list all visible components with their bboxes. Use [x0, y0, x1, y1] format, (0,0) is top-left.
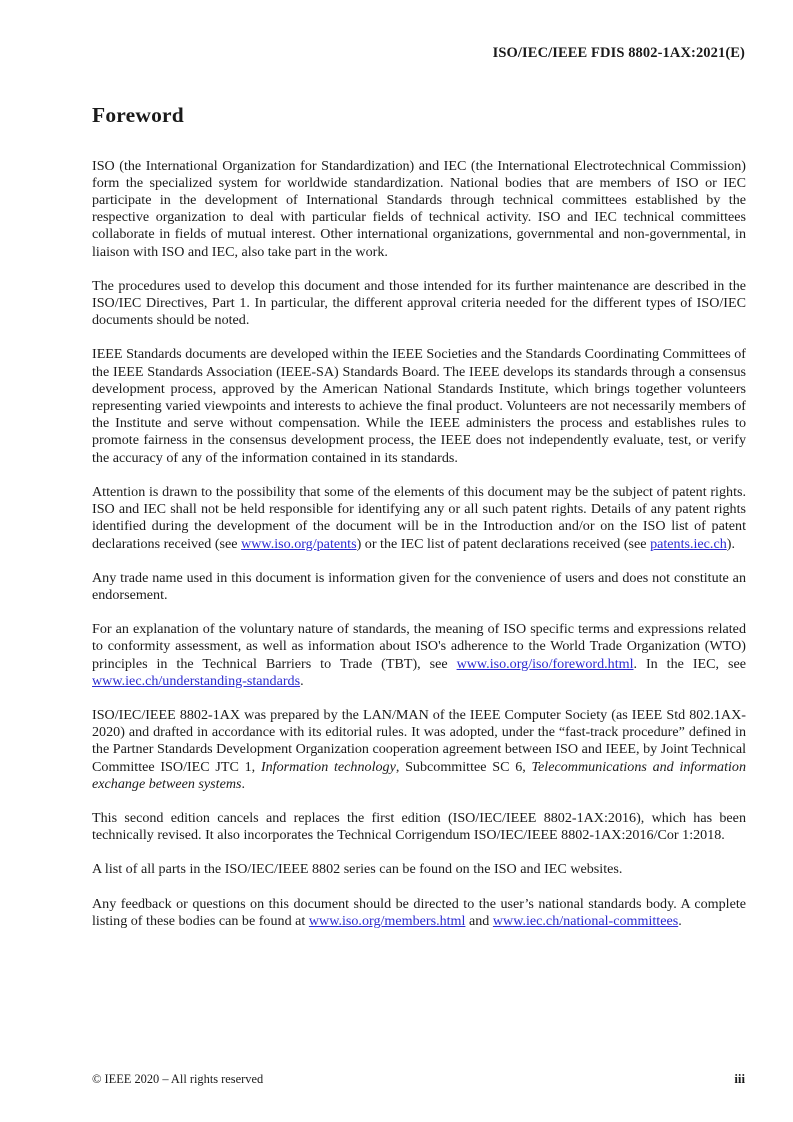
link-iso-patents[interactable]: www.iso.org/patents	[241, 535, 357, 552]
paragraph-ieee-standards-development	[92, 346, 746, 466]
paragraph-text-segment: Any feedback or questions on this document should be directed to the user’s national standards body. A complete listing of these bodies can be found at	[92, 895, 746, 929]
page-title: Foreword	[92, 103, 184, 127]
paragraph-text-segment: ).	[726, 535, 735, 552]
paragraph-text-segment: .	[241, 775, 246, 792]
paragraph-text-segment: and	[465, 912, 493, 929]
page-number: iii	[734, 1072, 745, 1086]
paragraph-text: IEEE Standards documents are developed within the IEEE Societies and the Standards Coordinating Committees of the IEEE Standards Association (IEEE-SA) Standards Board. The IEEE develops its standards through a consensus development process, approved by the American National Standards Institute, which brings together volunteers representing varied viewpoints and interests to achieve the final product. Volunteers are not necessarily members of the Institute and serve without compensation. While the IEEE administers the process and establishes rules to promote fairness in the consensus development process, the IEEE does not independently evaluate, test, or verify the accuracy of any of the information contained in its standards.	[92, 346, 746, 466]
paragraph-text: A list of all parts in the ISO/IEC/IEEE 8802 series can be found on the ISO and IEC websites.	[92, 861, 623, 878]
link-iec-national-committees[interactable]: www.iec.ch/national-committees	[492, 912, 679, 929]
paragraph-text-segment: . In the IEC, see	[633, 655, 746, 672]
page-footer	[92, 1072, 745, 1087]
paragraph-trade-name	[92, 570, 746, 604]
italic-title-information-technology: Information technology	[260, 758, 396, 775]
link-patents-iec-ch[interactable]: patents.iec.ch	[650, 535, 727, 552]
paragraph-text-segment: .	[300, 672, 304, 689]
paragraph-text: The procedures used to develop this document and those intended for its further maintenance are described in the ISO/IEC Directives, Part 1. In particular, the different approval criteria needed for the different types of ISO/IEC documents should be noted.	[92, 277, 746, 329]
paragraph-feedback	[92, 896, 746, 930]
link-iso-members[interactable]: www.iso.org/members.html	[308, 912, 466, 929]
paragraph-text: ISO (the International Organization for Standardization) and IEC (the International Electrotechnical Commission) form the specialized system for worldwide standardization. National bodies that are members of ISO or IEC participate in the development of International Standards through technical committees established by the respective organization to deal with particular fields of technical activity. ISO and IEC technical committees collaborate in fields of mutual interest. Other international organizations, governmental and non-governmental, in liaison with ISO and IEC, also take part in the work.	[92, 157, 746, 260]
paragraph-text-segment: , Subcommittee SC 6,	[395, 758, 532, 775]
paragraph-iso-iec-system	[92, 158, 746, 261]
paragraph-text-segment: .	[678, 912, 682, 929]
document-body	[92, 104, 746, 947]
copyright-notice: © IEEE 2020 – All rights reserved	[92, 1072, 264, 1086]
running-header: ISO/IEC/IEEE FDIS 8802-1AX:2021(E)	[492, 45, 745, 61]
paragraph-voluntary-nature	[92, 621, 746, 690]
paragraph-second-edition	[92, 810, 746, 844]
paragraph-text: Any trade name used in this document is information given for the convenience of users and does not constitute an endorsement.	[92, 569, 746, 603]
paragraph-patent-rights	[92, 484, 746, 553]
paragraph-text-segment: For an explanation of the voluntary nature of standards, the meaning of ISO specific terms and expressions related to conformity assessment, as well as information about ISO's adherence to the World Trade Organization (WTO) principles in the Technical Barriers to Trade (TBT), see	[92, 621, 746, 672]
paragraph-text-segment: ISO/IEC/IEEE 8802-1AX was prepared by the LAN/MAN of the IEEE Computer Society (as IEEE Std 802.1AX-2020) and drafted in accordance with its editorial rules. It was adopted, under the “fast-track procedure” defined in the Partner Standards Development Organization cooperation agreement between ISO and IEEE, by Joint Technical Committee ISO/IEC JTC 1,	[92, 706, 746, 775]
link-iec-understanding-standards[interactable]: www.iec.ch/understanding-standards	[92, 672, 301, 689]
italic-title-telecommunications: Telecommunications and information exchange between systems	[92, 758, 747, 792]
link-iso-foreword[interactable]: www.iso.org/iso/foreword.html	[456, 655, 634, 672]
paragraph-list-of-parts	[92, 861, 746, 878]
paragraph-procedures	[92, 278, 746, 330]
paragraph-text-segment: Attention is drawn to the possibility that some of the elements of this document may be the subject of patent rights. ISO and IEC shall not be held responsible for identifying any or all such patent rights. Details of any patent rights identified during the development of the document will be in the Introduction and/or on the ISO list of patent declarations received (see	[92, 483, 746, 552]
paragraph-preparation-fast-track	[92, 707, 746, 793]
paragraph-text: This second edition cancels and replaces the first edition (ISO/IEC/IEEE 8802-1AX:2016), which has been technically revised. It also incorporates the Technical Corrigendum ISO/IEC/IEEE 8802-1AX:2016/Cor 1:2018.	[92, 809, 746, 844]
paragraph-text-segment: ) or the IEC list of patent declarations received (see	[356, 535, 651, 552]
